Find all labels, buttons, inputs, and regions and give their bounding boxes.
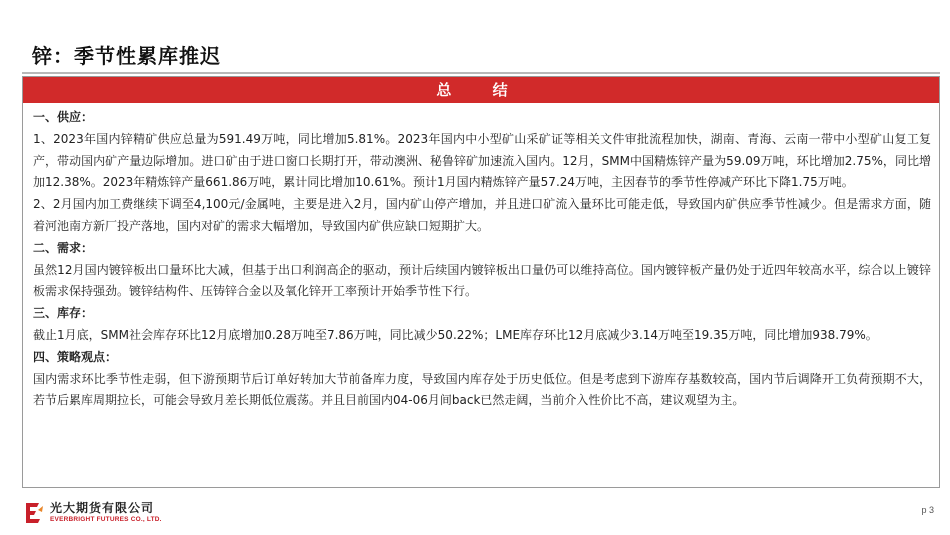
strategy-paragraph: 国内需求环比季节性走弱，但下游预期节后订单好转加大节前备库力度，导致国内库存处于历史低位。但是考虑到下游库存基数较高，国内节后调降开工负荷预期不大，若节后累库周期拉长，可能会导致月差长期低位震荡。并且目前国内04-06月间back已然走阔，当前介入性价比不高，建议观望为主。 bbox=[33, 371, 931, 408]
company-name-en: EVERBRIGHT FUTURES CO., LTD. bbox=[50, 516, 162, 523]
summary-box bbox=[22, 76, 940, 488]
supply-paragraph-2: 2、2月国内加工费继续下调至4,100元/金属吨，主要是进入2月，国内矿山停产增加，并且进口矿流入量环比可能走低，导致国内矿供应季节性减少。但是需求方面，随着河池南方新厂投产落地，国内对矿的需求大幅增加，导致国内矿供应缺口短期扩大。 bbox=[33, 197, 931, 233]
section-heading-supply: 一、供应： bbox=[33, 110, 94, 124]
supply-paragraph-1: 1、2023年国内锌精矿供应总量为591.49万吨，同比增加5.81%。2023年国内中小型矿山采矿证等相关文件审批流程加快，湖南、青海、云南一带中小型矿山复工复产，带动国内矿产量边际增加。进口矿由于进口窗口长期打开，带动澳洲、秘鲁锌矿加速流入国内。12月，SMM中国精炼锌产量为59.09万吨，环比增加2.75%，同比增加12.38%。2023年精炼锌产量661.86万吨，累计同比增加10.61%。预计1月国内精炼锌产量57.24万吨，主因春节的季节性停减产环比下降1.75万吨。 bbox=[33, 131, 931, 190]
everbright-logo-icon bbox=[24, 502, 44, 524]
inventory-paragraph: 截止1月底，SMM社会库存环比12月底增加0.28万吨至7.86万吨，同比减少50.22%；LME库存环比12月底减少3.14万吨至19.35万吨，同比增加938.79%。 bbox=[33, 327, 878, 342]
page-title: 锌：季节性累库推迟 bbox=[32, 44, 221, 68]
section-heading-strategy: 四、策略观点： bbox=[33, 349, 118, 364]
section-heading-demand: 二、需求： bbox=[33, 240, 94, 255]
company-name-cn: 光大期货有限公司 bbox=[50, 501, 155, 515]
demand-paragraph: 虽然12月国内镀锌板出口量环比大减，但基于出口利润高企的驱动，预计后续国内镀锌板出口量仍可以维持高位。国内镀锌板产量仍处于近四年较高水平，综合以上镀锌板需求保持强劲。镀锌结构件、压铸锌合金以及氧化锌开工率预计开始季节性下行。 bbox=[33, 262, 931, 299]
summary-banner: 总 结 bbox=[23, 77, 939, 103]
section-heading-inventory: 三、库存： bbox=[33, 306, 94, 321]
title-divider bbox=[22, 72, 940, 74]
summary-content bbox=[23, 103, 939, 412]
company-logo bbox=[24, 502, 162, 524]
page-number: p 3 bbox=[921, 505, 934, 515]
